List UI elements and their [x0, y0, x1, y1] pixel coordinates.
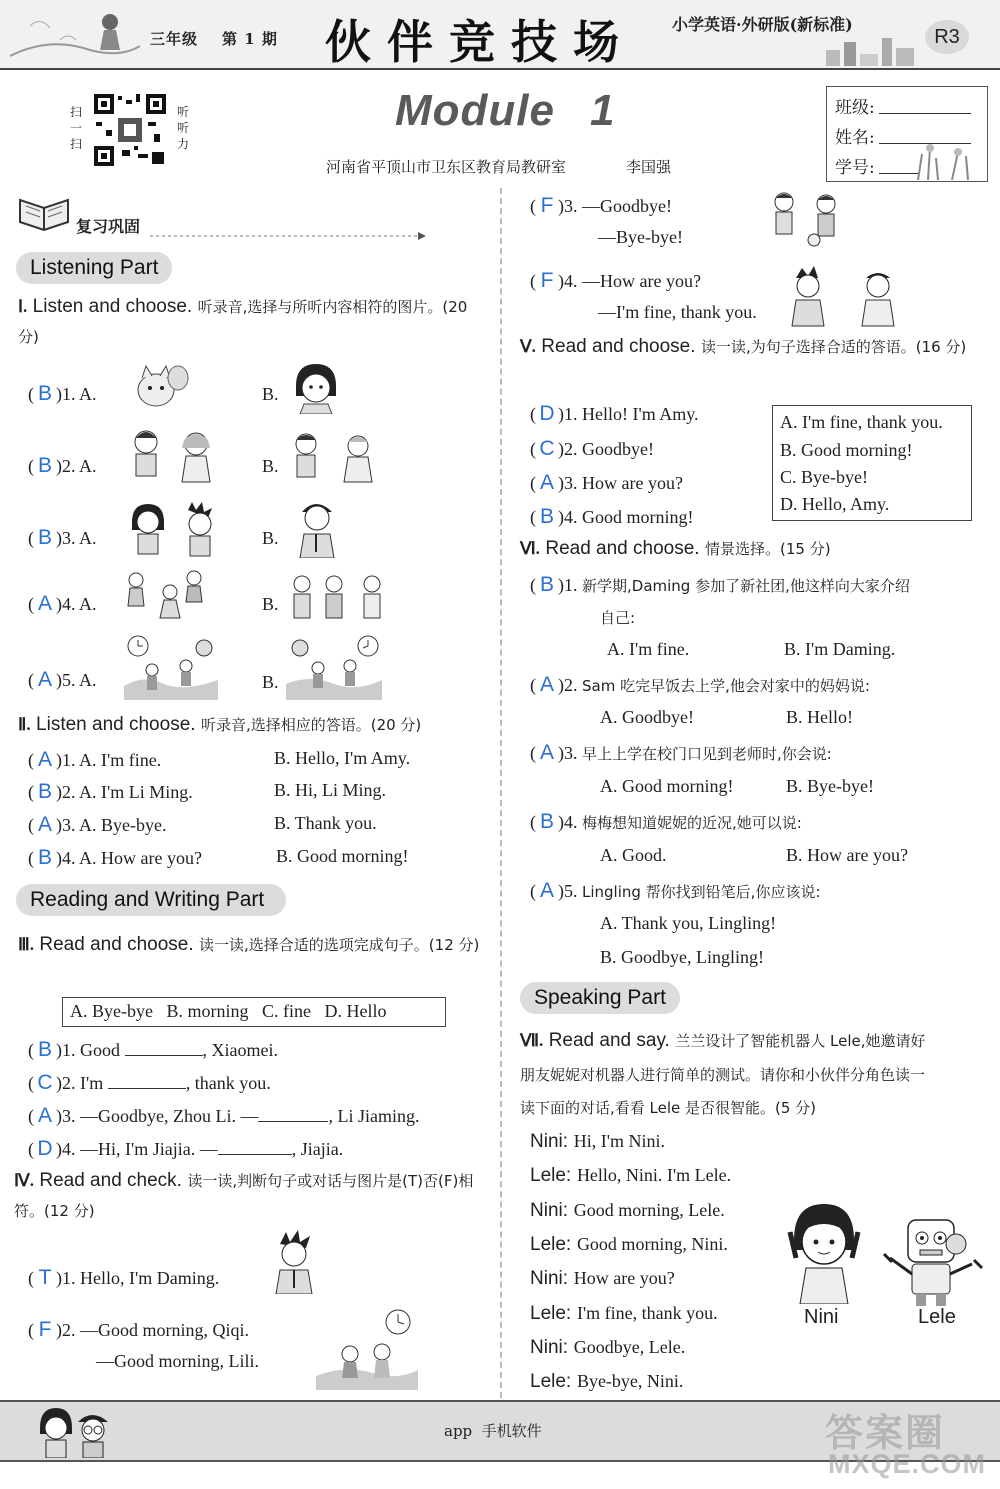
- dialogue-line: Nini: How are you?: [530, 1268, 675, 1289]
- section-title: Listen and choose.: [32, 296, 193, 317]
- evening-greeting-illustration: [316, 1306, 418, 1390]
- question-4-2-line-2: —Good morning, Lili.: [96, 1351, 259, 1371]
- answer[interactable]: B: [37, 1038, 52, 1061]
- question-6-5: ( A )5. Lingling 帮你找到铅笔后,你应该说:: [530, 879, 821, 902]
- question-1-5: ( A )5. A.: [28, 668, 97, 691]
- answer[interactable]: C: [37, 1071, 53, 1094]
- lele-caption: Lele: [918, 1306, 956, 1328]
- column-divider: [500, 188, 502, 1398]
- option-b: B. Hi, Li Ming.: [274, 780, 387, 800]
- question-5-2: ( C )2. Goodbye!: [530, 437, 654, 460]
- watermark-logo: 答案圈: [825, 1411, 946, 1455]
- dialogue-line: Nini: Goodbye, Lele.: [530, 1337, 686, 1358]
- section-7-instruction-line-2: 朋友妮妮对机器人进行简单的测试。请你和小伙伴分角色读一: [520, 1066, 926, 1084]
- blank-field[interactable]: [218, 1141, 292, 1155]
- grade-label: 三年级: [150, 30, 199, 48]
- option-a: A. I'm fine.: [607, 639, 690, 659]
- section-number: Ⅰ.: [18, 297, 28, 316]
- dialogue-line: Lele: Good morning, Nini.: [530, 1234, 728, 1255]
- dialogue-line: Nini: Good morning, Lele.: [530, 1200, 725, 1221]
- question-6-1-line-2: 自己:: [600, 609, 636, 627]
- question-3-1: ( B )1. Good , Xiaomei.: [28, 1038, 278, 1061]
- answer[interactable]: B: [539, 505, 554, 528]
- lele-robot-illustration: [876, 1214, 986, 1306]
- word-bank: A. Bye-bye B. morning C. fine D. Hello: [70, 1001, 387, 1021]
- answer[interactable]: A: [37, 748, 52, 771]
- option: A. I'm fine, thank you.: [780, 412, 943, 432]
- answer[interactable]: B: [37, 454, 52, 477]
- page-code-badge: R3: [925, 20, 969, 54]
- question-4-1: ( T )1. Hello, I'm Daming.: [28, 1266, 220, 1289]
- option: D. Hello, Amy.: [780, 494, 890, 514]
- answer[interactable]: T: [38, 1266, 52, 1289]
- option-b: B. Good morning!: [276, 846, 409, 866]
- section-1-instruction: [18, 292, 488, 352]
- answer[interactable]: A: [37, 813, 52, 836]
- option-a: A. Good.: [600, 845, 667, 865]
- answer[interactable]: C: [539, 437, 555, 460]
- answer[interactable]: A: [539, 741, 554, 764]
- question-2-2: ( B )2. A. I'm Li Ming.: [28, 780, 193, 803]
- blank-field[interactable]: [258, 1108, 328, 1122]
- reading-writing-part-header: Reading and Writing Part: [16, 884, 286, 916]
- option-b-label: B.: [262, 528, 279, 548]
- answer[interactable]: B: [37, 780, 52, 803]
- children-running-illustration: [124, 568, 206, 622]
- daming-illustration: [270, 1230, 320, 1294]
- section-7-instruction: Ⅶ. Read and say. 兰兰设计了智能机器人 Lele,她邀请好: [520, 1030, 926, 1051]
- option-b-label: B.: [262, 456, 279, 476]
- answer[interactable]: B: [37, 382, 52, 405]
- children-group-illustration: [286, 572, 392, 622]
- book-icon: [16, 192, 72, 234]
- question-2-3: ( A )3. A. Bye-bye.: [28, 813, 167, 836]
- option: C. Bye-bye!: [780, 467, 868, 487]
- dialogue-line: Lele: Hello, Nini. I'm Lele.: [530, 1165, 732, 1186]
- blank-field[interactable]: [108, 1075, 186, 1089]
- answer[interactable]: A: [37, 1104, 52, 1127]
- question-3-3: ( A )3. —Goodbye, Zhou Li. — , Li Jiaming.: [28, 1104, 420, 1127]
- section-3-instruction: Ⅲ. Read and choose. 读一读,选择合适的选项完成句子。(12 分): [18, 934, 480, 955]
- option-b: B. How are you?: [786, 845, 908, 865]
- answer[interactable]: A: [539, 673, 554, 696]
- module-title: Module: [395, 86, 555, 135]
- option: B. Good morning!: [780, 440, 913, 460]
- review-heading: 复习巩固: [76, 217, 141, 236]
- answer-options-box: [772, 405, 972, 521]
- student-id-label: 学号:: [835, 158, 875, 178]
- question-4-3: ( F )3. —Goodbye!: [530, 194, 672, 217]
- answer[interactable]: F: [38, 1318, 52, 1341]
- morning-clock-scene-illustration: [124, 634, 218, 700]
- question-3-4: ( D )4. —Hi, I'm Jiajia. — , Jiajia.: [28, 1137, 344, 1160]
- scan-label: 扫一扫: [70, 105, 83, 151]
- dialogue-line: Lele: I'm fine, thank you.: [530, 1303, 718, 1324]
- plants-illustration: [908, 144, 984, 180]
- answer[interactable]: B: [37, 846, 52, 869]
- question-4-4-line-2: —I'm fine, thank you.: [598, 302, 757, 322]
- question-2-1: ( A )1. A. I'm fine.: [28, 748, 162, 771]
- header-girl-illustration: [10, 6, 140, 64]
- class-label: 班级:: [835, 98, 875, 118]
- issue-label: 第 1 期: [222, 30, 278, 48]
- kids-illustration: [36, 1404, 112, 1458]
- question-2-4: ( B )4. A. How are you?: [28, 846, 202, 869]
- option-b: B. Thank you.: [274, 813, 377, 833]
- author-organization: 河南省平顶山市卫东区教育局教研室: [326, 158, 567, 176]
- option-b-label: B.: [262, 594, 279, 614]
- question-4-2: ( F )2. —Good morning, Qiqi.: [28, 1318, 249, 1341]
- option-a: A. Goodbye!: [600, 707, 694, 727]
- buildings-illustration: [822, 36, 918, 66]
- answer[interactable]: D: [37, 1137, 53, 1160]
- question-4-4: ( F )4. —How are you?: [530, 269, 701, 292]
- question-4-3-line-2: —Bye-bye!: [598, 227, 683, 247]
- option-b: B. Goodbye, Lingling!: [600, 947, 764, 967]
- question-3-2: ( C )2. I'm , thank you.: [28, 1071, 271, 1094]
- section-instruction-zh: 听录音,选择与所听内容相符的图片。(20 分): [18, 298, 468, 346]
- nini-caption: Nini: [804, 1306, 839, 1328]
- question-5-1: ( D )1. Hello! I'm Amy.: [530, 402, 699, 425]
- module-number: 1: [590, 86, 615, 135]
- question-5-4: ( B )4. Good morning!: [530, 505, 694, 528]
- name-label: 姓名:: [835, 128, 875, 148]
- question-6-2: ( A )2. Sam 吃完早饭去上学,他会对家中的妈妈说:: [530, 673, 870, 696]
- option-b-label: B.: [262, 384, 279, 404]
- section-6-instruction: Ⅵ. Read and choose. 情景选择。(15 分): [520, 538, 831, 559]
- footer-app-text[interactable]: app 手机软件: [444, 1422, 542, 1440]
- answer[interactable]: A: [539, 471, 554, 494]
- author-name: 李国强: [626, 158, 672, 176]
- answer[interactable]: A: [539, 879, 554, 902]
- option-a: A. Good morning!: [600, 776, 734, 796]
- speaking-part-header: Speaking Part: [520, 982, 680, 1014]
- cat-illustration: [128, 360, 190, 412]
- question-1-3: ( B )3. A.: [28, 526, 97, 549]
- class-field[interactable]: [879, 113, 971, 114]
- edition-label: 小学英语·外研版(新标准): [672, 15, 853, 34]
- question-6-4: ( B )4. 梅梅想知道妮妮的近况,她可以说:: [530, 810, 802, 833]
- question-6-3: ( A )3. 早上上学在校门口见到老师时,你会说:: [530, 741, 832, 764]
- question-5-3: ( A )3. How are you?: [530, 471, 683, 494]
- qr-code[interactable]: [92, 92, 168, 168]
- option-b: B. Hello!: [786, 707, 853, 727]
- section-4-instruction: Ⅳ. Read and check. 读一读,判断句子或对话与图片是(T)否(F)相符。(12 分): [14, 1170, 474, 1220]
- nini-girl-illustration: [786, 1200, 862, 1304]
- blank-field[interactable]: [125, 1042, 203, 1056]
- newspaper-title: 伙伴竞技场: [325, 15, 635, 69]
- answer[interactable]: D: [539, 402, 555, 425]
- section-7-instruction-line-3: 读下面的对话,看看 Lele 是否很智能。(5 分): [520, 1099, 817, 1117]
- section-5-instruction: Ⅴ. Read and choose. 读一读,为句子选择合适的答语。(16 分): [520, 336, 967, 357]
- listen-label: 听听力: [177, 105, 190, 151]
- listening-part-header: Listening Part: [16, 252, 172, 284]
- answer[interactable]: B: [539, 810, 554, 833]
- boys-talking-illustration: [782, 264, 904, 328]
- girl-and-boy-illustration: [126, 500, 226, 558]
- boy-and-girl-illustration: [126, 426, 222, 486]
- option-a: A. Thank you, Lingling!: [600, 913, 777, 933]
- option-b: B. I'm Daming.: [784, 639, 896, 659]
- dialogue-line: Nini: Hi, I'm Nini.: [530, 1131, 665, 1152]
- answer[interactable]: A: [37, 668, 52, 691]
- question-1-4: ( A )4. A.: [28, 592, 97, 615]
- watermark-url: MXQE.COM: [828, 1449, 987, 1479]
- question-1-1: ( B )1. A.: [28, 382, 97, 405]
- answer[interactable]: F: [540, 194, 554, 217]
- answer[interactable]: A: [37, 592, 52, 615]
- answer[interactable]: F: [540, 269, 554, 292]
- evening-clock-scene-illustration: [286, 634, 382, 700]
- dialogue-line: Lele: Bye-bye, Nini.: [530, 1371, 684, 1392]
- word-bank-box: [62, 997, 446, 1027]
- boys-waving-illustration: [764, 188, 850, 250]
- answer[interactable]: B: [539, 573, 554, 596]
- arrow-icon: [150, 230, 428, 242]
- option-b: B. Hello, I'm Amy.: [274, 748, 411, 768]
- question-6-1: ( B )1. 新学期,Daming 参加了新社团,他这样向大家介绍: [530, 573, 910, 596]
- section-2-instruction: Ⅱ. Listen and choose. 听录音,选择相应的答语。(20 分): [18, 714, 422, 735]
- option-b: B. Bye-bye!: [786, 776, 874, 796]
- girl-illustration: [286, 360, 346, 414]
- boy-and-girl-waving-illustration: [286, 428, 382, 486]
- boy-illustration: [290, 496, 344, 558]
- answer[interactable]: B: [37, 526, 52, 549]
- option-b-label: B.: [262, 672, 279, 692]
- question-1-2: ( B )2. A.: [28, 454, 97, 477]
